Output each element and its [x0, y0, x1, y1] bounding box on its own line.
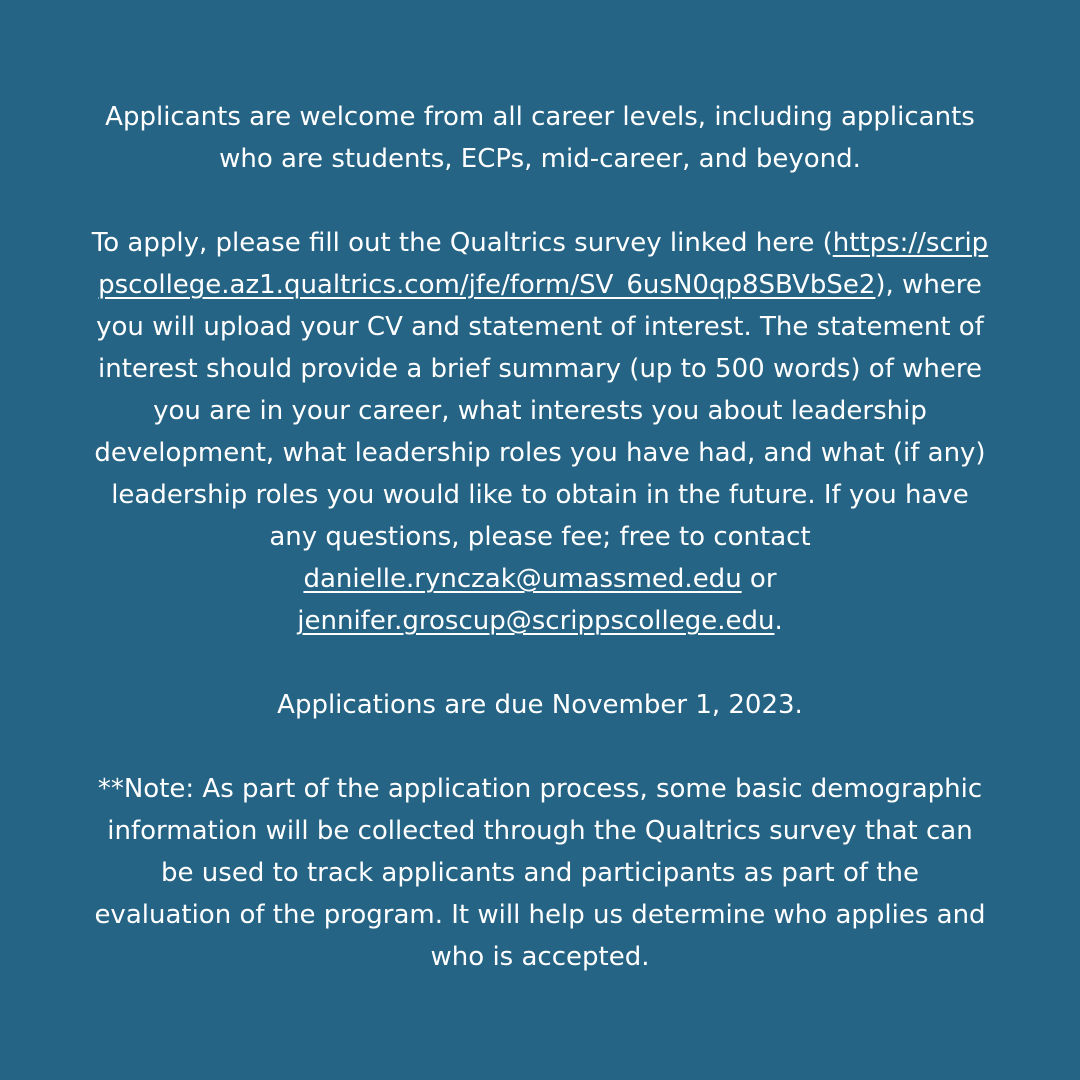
qualtrics-survey-link[interactable]: https://scrippscollege.az1.qualtrics.com/jfe/form/SV_6usN0qp8SBVbSe2: [98, 228, 989, 300]
eligibility-paragraph: Applicants are welcome from all career levels, including applicants who are students, ECPs, mid-career, and beyond.: [105, 102, 975, 174]
deadline-paragraph: Applications are due November 1, 2023.: [277, 690, 803, 720]
apply-intro-text: To apply, please fill out the Qualtrics survey linked here (: [91, 228, 833, 258]
note-paragraph: **Note: As part of the application process, some basic demographic information will be collected through the Qualtrics survey that can be used to track applicants and participants as part of the evaluation of the program. It will help us determine who applies and who is accepted.: [94, 774, 986, 972]
contact-email-link-jennifer[interactable]: jennifer.groscup@scrippscollege.edu: [297, 606, 775, 636]
contact-email-link-danielle[interactable]: danielle.rynczak@umassmed.edu: [303, 564, 742, 594]
apply-paragraph: [90, 222, 990, 642]
or-text: or: [741, 564, 777, 594]
end-punctuation: .: [774, 606, 783, 636]
apply-body-text: ), where you will upload your CV and statement of interest. The statement of interest should provide a brief summary (up to 500 words) of where you are in your career, what interests you about leadership development, what leadership roles you have had, and what (if any) leadership roles you would like to obtain in the future. If you have any questions, please fee; free to contact: [94, 270, 986, 552]
